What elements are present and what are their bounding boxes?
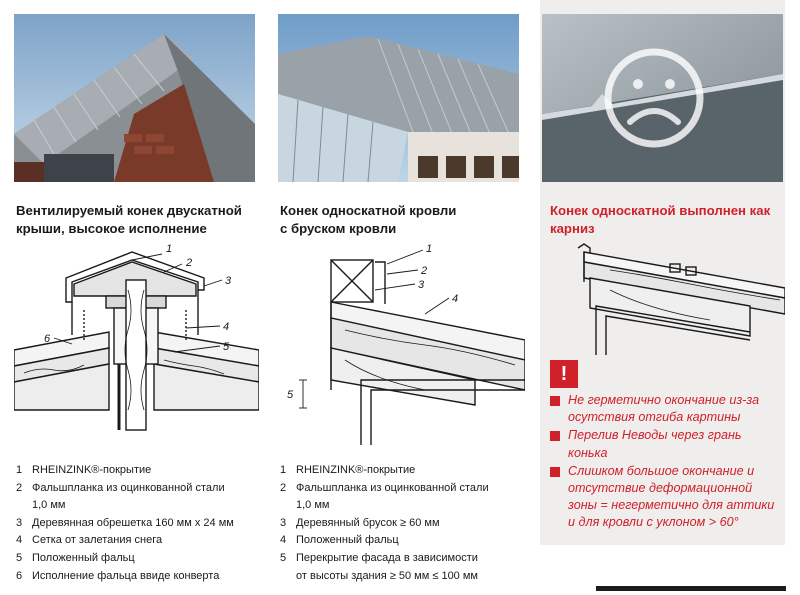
legend-text: от высоты здания ≥ 50 мм ≤ 100 мм: [296, 569, 478, 582]
legend-text: Фальшпланка из оцинкованной стали: [296, 481, 489, 494]
legend-text: Деревянный брусок ≥ 60 мм: [296, 516, 440, 529]
photo-gable-ridge: [14, 14, 255, 182]
legend-row: [16, 568, 262, 586]
issues-list: [550, 392, 780, 533]
square-bullet-icon: [550, 431, 560, 441]
callout-1: 1: [166, 243, 173, 255]
legend-number: 5: [280, 551, 287, 564]
legend-row: [280, 532, 530, 550]
legend-number: 1: [16, 464, 23, 476]
legend-row: [280, 480, 530, 498]
title-ventilated-ridge: [16, 202, 262, 238]
bottom-divider: [596, 586, 786, 591]
legend-row: [16, 515, 262, 533]
legend-number: 4: [16, 534, 23, 547]
photo-eaves-ridge: [542, 14, 783, 182]
legend-number: 6: [16, 569, 23, 582]
issue-item: [550, 463, 780, 532]
title-line: с бруском кровли: [280, 221, 397, 236]
callout-2: 2: [421, 265, 428, 277]
legend-row: [16, 532, 262, 550]
issue-item: [550, 392, 780, 426]
legend-row: [280, 497, 530, 515]
legend-number: 2: [280, 481, 287, 494]
legend-number: 2: [16, 481, 23, 494]
legend-row: [16, 480, 262, 498]
legend-number: 1: [280, 464, 287, 476]
callout-1: 1: [426, 243, 433, 255]
legend-row: [16, 462, 262, 480]
legend-text: Деревянная обрешетка 160 мм х 24 мм: [32, 516, 234, 529]
legend-text: Фальшпланка из оцинкованной стали: [32, 481, 225, 494]
legend-row: [16, 497, 262, 515]
callout-4: 4: [452, 293, 459, 305]
legend-text: RHEINZINK®-покрытие: [32, 464, 152, 476]
callout-5: 5: [223, 341, 230, 353]
legend-number: 3: [280, 516, 287, 529]
issue-text: Перелив Неводы через грань конька: [568, 428, 742, 460]
issue-item: [550, 427, 780, 461]
warning-badge: [550, 360, 578, 388]
exclamation-icon: !: [560, 363, 568, 385]
legend-row: [280, 568, 530, 586]
title-line: крыши, высокое исполнение: [16, 221, 207, 236]
legend-number: [280, 568, 296, 586]
title-line: Конек односкатной кровли: [280, 203, 457, 218]
legend-row: [280, 462, 530, 480]
photo-monopitch-roof: [278, 14, 519, 182]
issue-text: Слишком большое окончание и отсутствие деформационной зоны = негерметично для аттики и для кровли с уклоном > 60°: [568, 463, 775, 530]
callout-6: 6: [44, 333, 51, 345]
legend-number: 3: [16, 516, 23, 529]
legend-monopitch-ridge: [280, 462, 530, 585]
drawing-ventilated-ridge: [14, 240, 259, 445]
title-monopitch-ridge: [280, 202, 530, 238]
legend-text: Сетка от залетания снега: [32, 534, 163, 547]
legend-text: RHEINZINK®-покрытие: [296, 464, 416, 476]
legend-ventilated-ridge: [16, 462, 262, 585]
legend-text: Исполнение фальца ввиде конверта: [32, 569, 220, 582]
legend-row: [16, 550, 262, 568]
callout-5: 5: [287, 389, 294, 401]
callout-2: 2: [186, 257, 193, 269]
legend-number: 4: [280, 534, 287, 547]
legend-text: 1,0 мм: [32, 499, 66, 512]
legend-text: Перекрытие фасада в зависимости: [296, 551, 478, 564]
legend-row: [280, 550, 530, 568]
legend-text: 1,0 мм: [296, 499, 330, 512]
legend-number: [280, 497, 296, 515]
title-eaves-ridge: [550, 202, 782, 238]
drawing-eaves-ridge: [550, 240, 785, 360]
callout-3: 3: [418, 279, 425, 291]
legend-text: Положенный фальц: [296, 534, 399, 547]
drawing-monopitch-ridge: [275, 240, 525, 450]
square-bullet-icon: [550, 467, 560, 477]
issue-text: Не герметично окончание из-за осутствия отгиба картины: [568, 393, 760, 425]
title-line: Конек односкатной выполнен как: [550, 203, 771, 218]
callout-3: 3: [225, 275, 232, 287]
legend-number: 5: [16, 551, 23, 564]
callout-4: 4: [223, 321, 230, 333]
title-line: карниз: [550, 221, 595, 236]
legend-text: Положенный фальц: [32, 551, 135, 564]
square-bullet-icon: [550, 396, 560, 406]
legend-row: [280, 515, 530, 533]
legend-number: [16, 497, 32, 515]
title-line: Вентилируемый конек двускатной: [16, 203, 242, 218]
